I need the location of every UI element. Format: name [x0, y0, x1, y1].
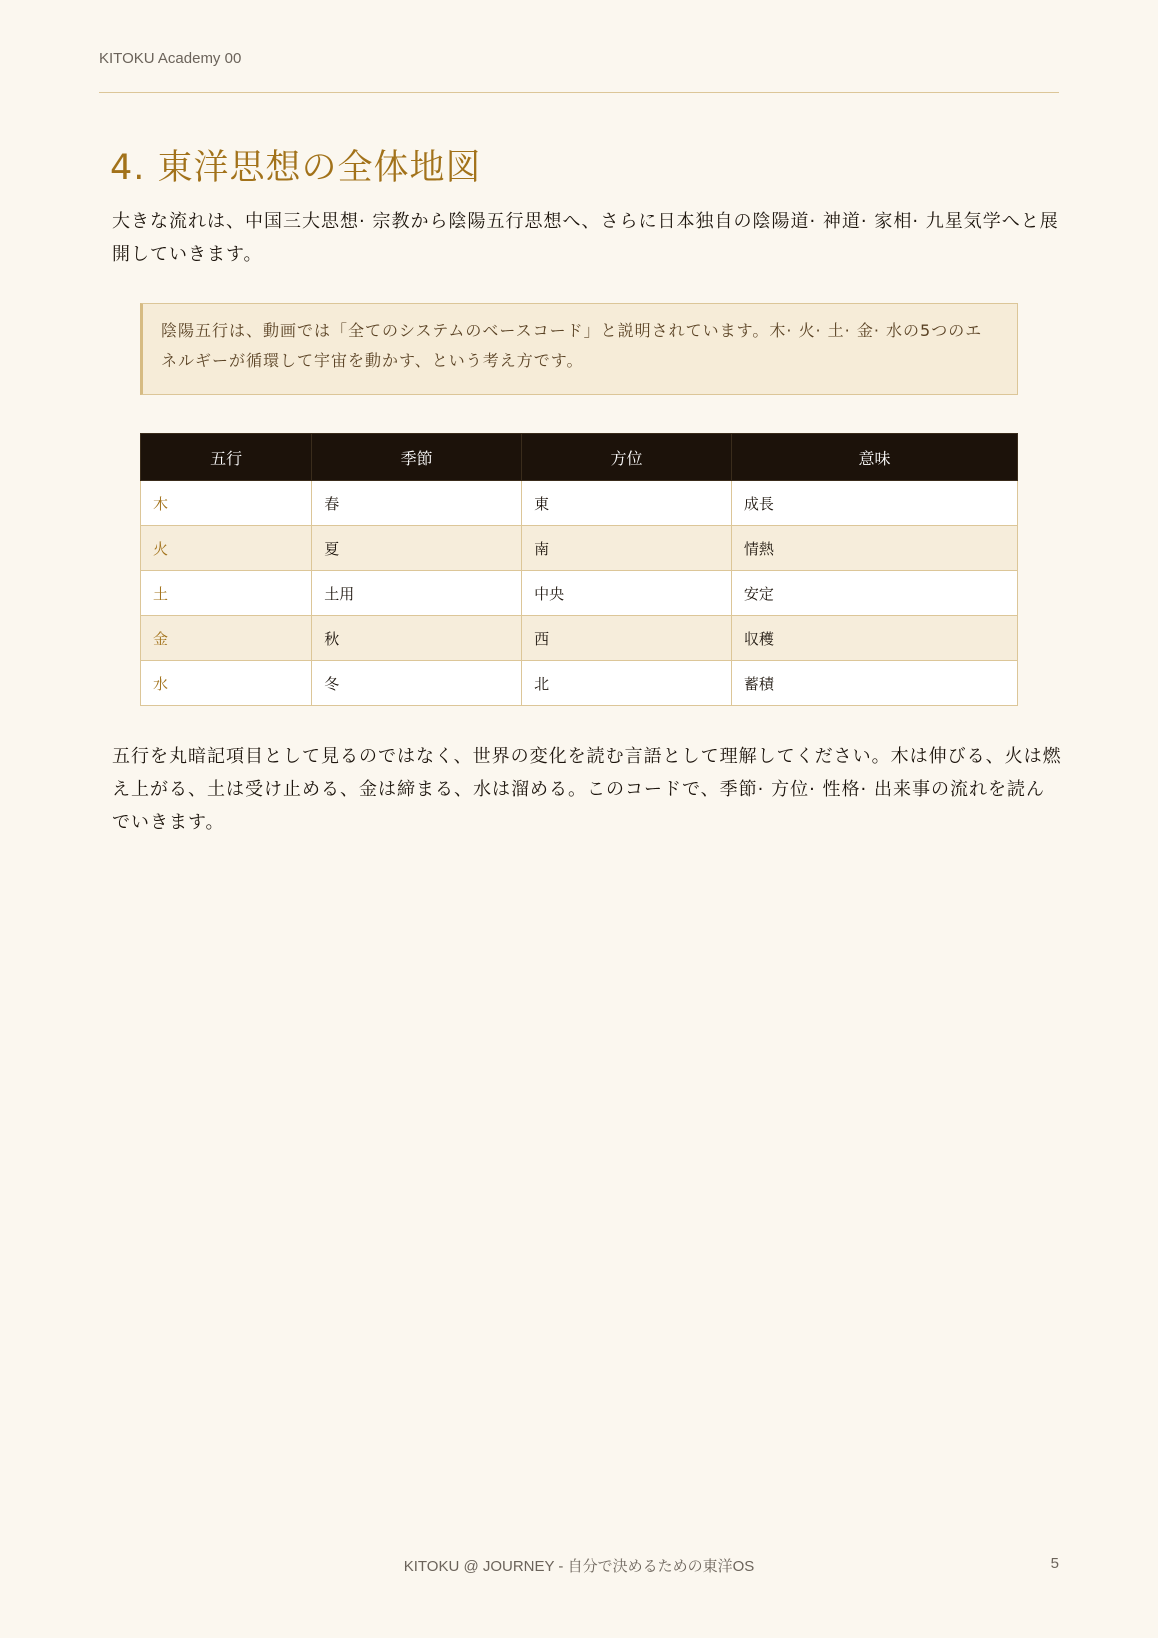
- table-header-row: [141, 434, 1018, 481]
- intro-paragraph: 大きな流れは、中国三大思想· 宗教から陰陽五行思想へ、さらに日本独自の陰陽道· 神道· 家相· 九星気学へと展開していきます。: [112, 211, 1059, 265]
- table-cell-element: 火: [141, 526, 312, 571]
- table-row: [141, 481, 1018, 526]
- table-cell-meaning: 安定: [731, 571, 1017, 616]
- table-cell-element: 金: [141, 616, 312, 661]
- body-paragraph: 五行を丸暗記項目として見るのではなく、世界の変化を読む言語として理解してください。木は伸びる、火は燃え上がる、土は受け止める、金は締まる、水は溜める。このコードで、季節· 方位· 性格· 出来事の流れを読んでいきます。: [112, 746, 1062, 833]
- callout-text: 陰陽五行は、動画では「全てのシステムのベースコード」と説明されています。木· 火· 土· 金· 水の5つのエネルギーが循環して宇宙を動かす、という考え方です。: [161, 321, 983, 370]
- table-row: [141, 616, 1018, 661]
- table-cell-element: 木: [141, 481, 312, 526]
- table-row: [141, 571, 1018, 616]
- table-cell-season: 春: [312, 481, 522, 526]
- header-divider: [99, 92, 1059, 93]
- table-cell-meaning: 収穫: [731, 616, 1017, 661]
- table-cell-season: 冬: [312, 661, 522, 706]
- section-title: 4. 東洋思想の全体地図: [110, 148, 482, 188]
- table-cell-meaning: 成長: [731, 481, 1017, 526]
- table-cell-direction: 北: [522, 661, 732, 706]
- table-row: [141, 526, 1018, 571]
- column-header-element: 五行: [141, 434, 312, 481]
- table-cell-season: 土用: [312, 571, 522, 616]
- table-cell-direction: 中央: [522, 571, 732, 616]
- callout-box: [140, 303, 1018, 395]
- table-cell-meaning: 蓄積: [731, 661, 1017, 706]
- column-header-meaning: 意味: [731, 434, 1017, 481]
- table-cell-direction: 南: [522, 526, 732, 571]
- table-cell-season: 秋: [312, 616, 522, 661]
- page-header: KITOKU Academy 00: [99, 50, 242, 67]
- table-row: [141, 661, 1018, 706]
- table-cell-direction: 東: [522, 481, 732, 526]
- table-cell-meaning: 情熱: [731, 526, 1017, 571]
- column-header-season: 季節: [312, 434, 522, 481]
- page-footer: KITOKU @ JOURNEY - 自分で決めるための東洋OS: [403, 1558, 755, 1575]
- five-elements-table: [140, 433, 1018, 706]
- table-cell-direction: 西: [522, 616, 732, 661]
- column-header-direction: 方位: [522, 434, 732, 481]
- page-number: 5: [1050, 1555, 1059, 1572]
- table-cell-element: 土: [141, 571, 312, 616]
- table-cell-element: 水: [141, 661, 312, 706]
- table-cell-season: 夏: [312, 526, 522, 571]
